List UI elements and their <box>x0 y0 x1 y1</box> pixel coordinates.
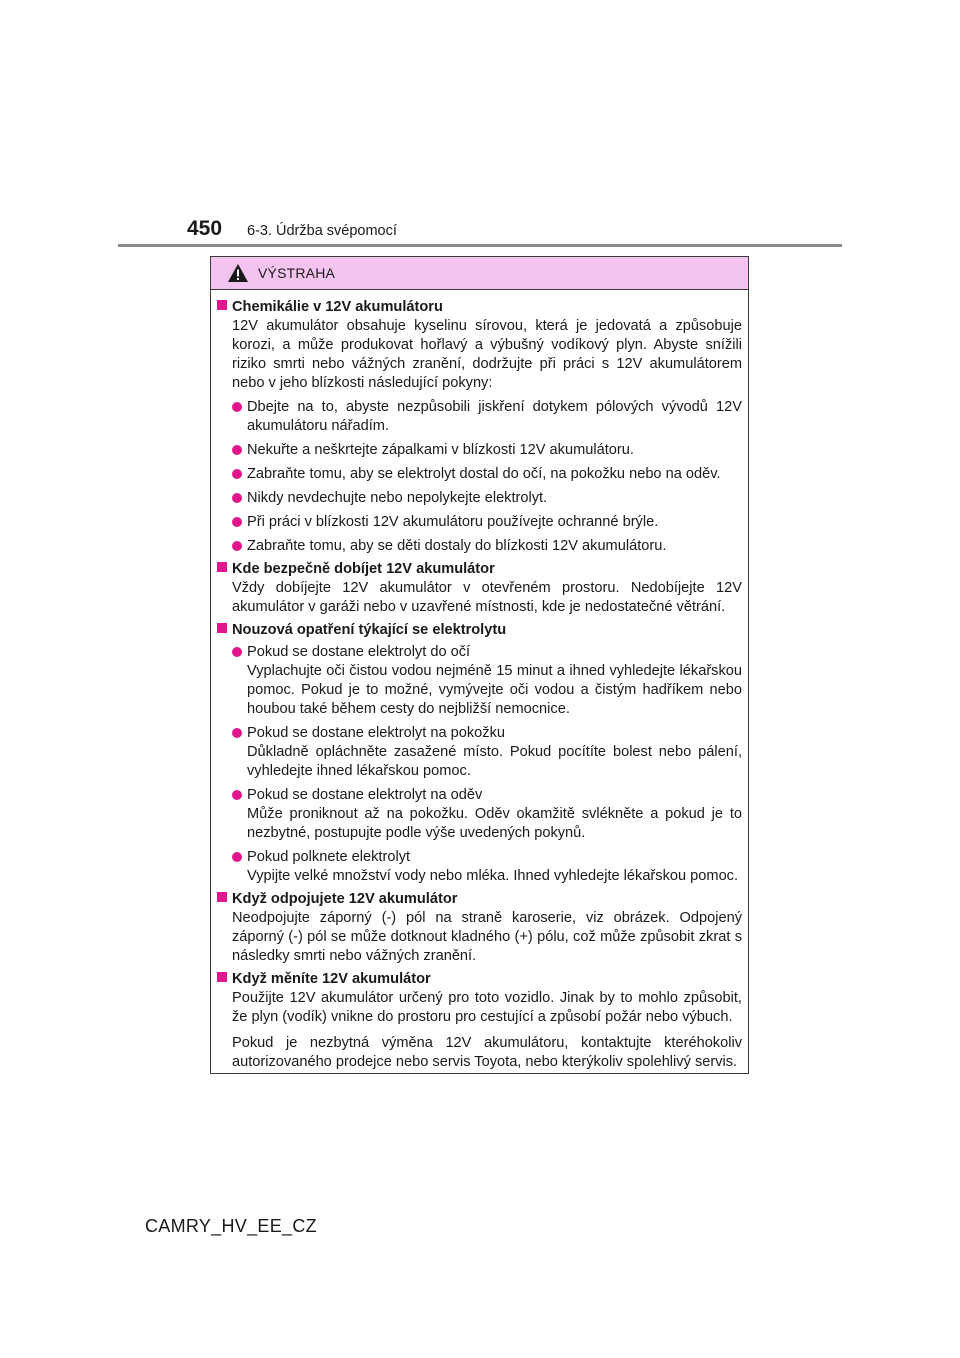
section-heading <box>217 890 742 909</box>
header-divider <box>118 244 842 247</box>
circle-bullet-icon <box>232 517 242 527</box>
circle-bullet-icon <box>232 445 242 455</box>
section-heading <box>217 621 742 640</box>
section-heading-text: Nouzová opatření týkající se elektrolytu <box>232 622 507 638</box>
circle-bullet-icon <box>232 402 242 412</box>
circle-bullet-icon <box>232 541 242 551</box>
list-item-title: Pokud se dostane elektrolyt na oděv <box>247 787 483 803</box>
list-item-text: Může proniknout až na pokožku. Oděv okamžitě svlékněte a pokud je to nezbytné, postupujte podle výše uvedených pokynů. <box>247 806 742 841</box>
circle-bullet-icon <box>232 493 242 503</box>
circle-bullet-icon <box>232 852 242 862</box>
warning-body <box>211 290 748 1072</box>
paragraph: Pokud je nezbytná výměna 12V akumulátoru, kontaktujte kteréhokoliv autorizovaného prodejce nebo servis Toyota, nebo kterýkoliv spolehlivý servis. <box>232 1035 742 1070</box>
section-heading-text: Kde bezpečně dobíjet 12V akumulátor <box>232 561 495 577</box>
list-item <box>232 513 742 532</box>
page-number: 450 <box>187 217 223 240</box>
list-item <box>232 465 742 484</box>
warning-title: VÝSTRAHA <box>258 265 336 281</box>
section-heading <box>217 560 742 579</box>
circle-bullet-icon <box>232 790 242 800</box>
square-bullet-icon <box>217 562 227 572</box>
square-bullet-icon <box>217 623 227 633</box>
warning-box <box>210 256 749 1074</box>
list-item <box>232 643 742 719</box>
section-heading-text: Když odpojujete 12V akumulátor <box>232 891 458 907</box>
list-item-title: Pokud se dostane elektrolyt na pokožku <box>247 725 505 741</box>
paragraph: Vždy dobíjejte 12V akumulátor v otevřeném prostoru. Nedobíjejte 12V akumulátor v garáži nebo v uzavřené místnosti, kde je nedostatečné větrání. <box>232 580 742 615</box>
list-item <box>232 489 742 508</box>
model-code: CAMRY_HV_EE_CZ <box>145 1216 317 1236</box>
list-item-title: Pokud polknete elektrolyt <box>247 849 411 865</box>
list-item <box>232 724 742 781</box>
section-heading-text: Když měníte 12V akumulátor <box>232 971 431 987</box>
section-heading <box>217 298 742 317</box>
list-item-text: Zabraňte tomu, aby se elektrolyt dostal do očí, na pokožku nebo na oděv. <box>247 466 721 482</box>
circle-bullet-icon <box>232 469 242 479</box>
section-heading <box>217 970 742 989</box>
paragraph: Použijte 12V akumulátor určený pro toto vozidlo. Jinak by to mohlo způsobit, že plyn (vodík) vnikne do prostoru pro cestující a způsobí požár nebo výbuch. <box>232 990 742 1025</box>
square-bullet-icon <box>217 300 227 310</box>
list-item-title: Pokud se dostane elektrolyt do očí <box>247 644 471 660</box>
section-title: 6-3. Údržba svépomocí <box>247 223 397 239</box>
warning-header <box>211 257 748 290</box>
warning-triangle-icon <box>227 263 249 283</box>
paragraph: Neodpojujte záporný (-) pól na straně karoserie, viz obrázek. Odpojený záporný (-) pól se může dotknout kladného (+) pólu, což může způsobit zkrat s následky smrti nebo vážných zranění. <box>232 910 742 964</box>
list-item-text: Dbejte na to, abyste nezpůsobili jiskření dotykem pólových vývodů 12V akumulátoru nářadím. <box>247 399 742 434</box>
circle-bullet-icon <box>232 728 242 738</box>
list-item-text: Zabraňte tomu, aby se děti dostaly do blízkosti 12V akumulátoru. <box>247 538 667 554</box>
list-item-text: Nikdy nevdechujte nebo nepolykejte elektrolyt. <box>247 490 548 506</box>
circle-bullet-icon <box>232 647 242 657</box>
paragraph: 12V akumulátor obsahuje kyselinu sírovou, která je jedovatá a způsobuje korozi, a může produkovat hořlavý a výbušný vodíkový plyn. Abyste snížili riziko smrti nebo vážných zranění, dodržujte při práci s 12V akumulátorem nebo v jeho blízkosti následující pokyny: <box>232 318 742 391</box>
list-item <box>232 398 742 436</box>
list-item <box>232 848 742 886</box>
list-item <box>232 786 742 843</box>
square-bullet-icon <box>217 972 227 982</box>
list-item <box>232 441 742 460</box>
list-item <box>232 537 742 556</box>
square-bullet-icon <box>217 892 227 902</box>
section-heading-text: Chemikálie v 12V akumulátoru <box>232 299 443 315</box>
list-item-text: Při práci v blízkosti 12V akumulátoru používejte ochranné brýle. <box>247 514 659 530</box>
list-item-text: Vypijte velké množství vody nebo mléka. Ihned vyhledejte lékařskou pomoc. <box>247 868 739 884</box>
list-item-text: Důkladně opláchněte zasažené místo. Pokud pocítíte bolest nebo pálení, vyhledejte ihned lékařskou pomoc. <box>247 744 742 779</box>
list-item-text: Vyplachujte oči čistou vodou nejméně 15 minut a ihned vyhledejte lékařskou pomoc. Pokud je to možné, vymývejte oči vodou a čistým hadříkem nebo houbou také během cesty do nejbližší nemocnice. <box>247 663 742 717</box>
list-item-text: Nekuřte a neškrtejte zápalkami v blízkosti 12V akumulátoru. <box>247 442 634 458</box>
